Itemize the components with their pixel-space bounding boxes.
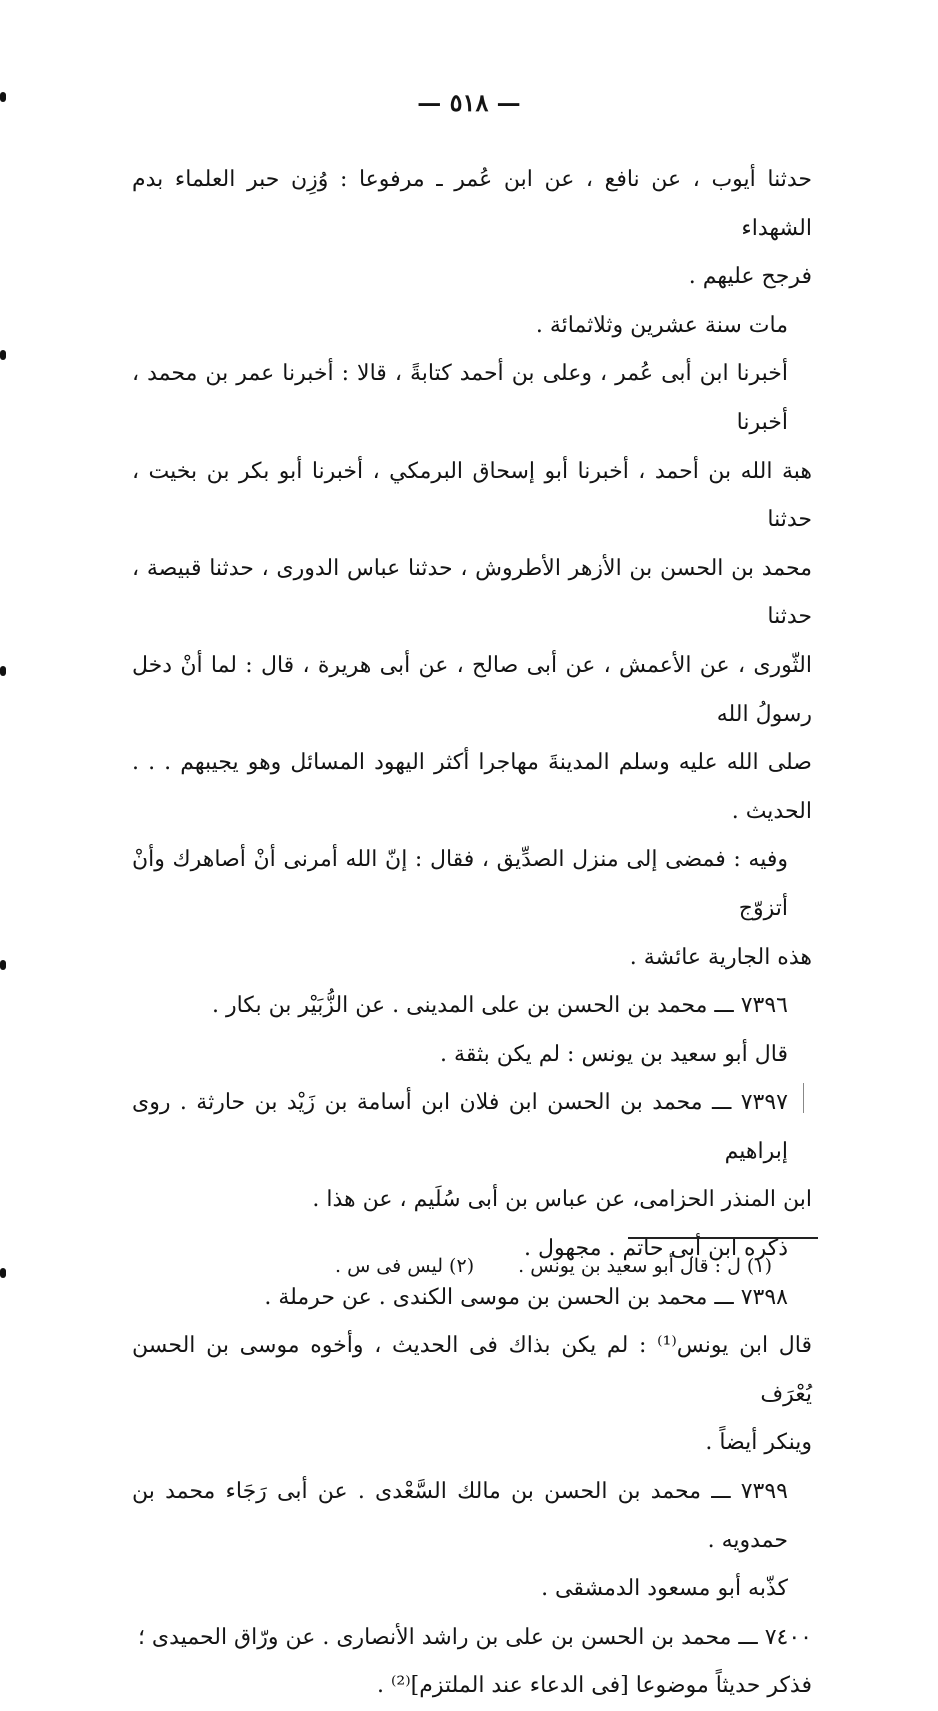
entry-7396: ٧٣٩٦ ـــ محمد بن الحسن بن على المدينى . عن الزُّبَيْر بن بكار . — [211, 993, 788, 1019]
page-number: — ٥١٨ — — [417, 88, 521, 117]
text-line: محمد بن الحسن بن الأزهر الأطروش ، حدثنا عباس الدورى ، حدثنا قبيصة ، حدثنا — [132, 555, 812, 630]
text-line: وينكر أيضاً . — [705, 1430, 812, 1456]
footnote-1: (١) ل : قال أبو سعيد بن يونس . — [518, 1255, 772, 1277]
text-line: مات سنة عشرين وثلاثمائة . — [535, 312, 788, 338]
text-line: فذكر حديثاً موضوعا [فى الدعاء عند الملتزم]⁽²⁾ . — [377, 1673, 812, 1699]
entry-7400: ٧٤٠٠ ـــ محمد بن الحسن بن على بن راشد الأنصارى . عن ورّاق الحميدى ؛ — [137, 1624, 812, 1650]
text-line: هذه الجارية عائشة . — [629, 944, 812, 970]
text-line: قال أبو سعيد بن يونس : لم يكن بثقة . — [440, 1041, 788, 1067]
scan-edge-mark — [0, 1268, 6, 1278]
scan-edge-mark — [0, 92, 6, 102]
footnotes — [172, 1252, 772, 1280]
margin-mark — [803, 1083, 804, 1113]
entry-7398: ٧٣٩٨ ـــ محمد بن الحسن بن موسى الكندى . عن حرملة . — [264, 1284, 788, 1310]
footnote-2: (٢) ليس فى س . — [335, 1255, 475, 1277]
scan-edge-mark — [0, 960, 6, 970]
text-line: وفيه : فمضى إلى منزل الصدِّيق ، فقال : إنّ الله أمرنى أنْ أصاهرك وأنْ أتزوّج — [132, 847, 788, 921]
footnote-divider — [628, 1237, 818, 1239]
text-line: صلى الله عليه وسلم المدينةَ مهاجرا أكثر اليهود المسائل وهو يجيبهم . . . الحديث . — [132, 750, 812, 824]
text-line: قال ابن يونس⁽¹⁾ : لم يكن بذاك فى الحديث ، وأخوه موسى بن الحسن يُعْرَف — [132, 1333, 812, 1407]
text-line: ابن المنذر الحزامى، عن عباس بن أبى سُلَيم ، عن هذا . — [312, 1187, 812, 1213]
text-line: هبة الله بن أحمد ، أخبرنا أبو إسحاق البرمكي ، أخبرنا أبو بكر بن بخيت ، حدثنا — [132, 458, 812, 533]
entry-7397: ٧٣٩٧ ـــ محمد بن الحسن ابن فلان ابن أسامة بن زَيْد بن حارثة . روى إبراهيم — [132, 1090, 788, 1164]
text-line: فرجح عليهم . — [688, 264, 812, 290]
text-line: حدثنا أيوب ، عن نافع ، عن ابن عُمر ـ مرفوعا : وُزِن حبر العلماء بدم الشهداء — [132, 167, 812, 241]
text-line: الثّورى ، عن الأعمش ، عن أبى صالح ، عن أبى هريرة ، قال : لما أنْ دخل رسولُ الله — [132, 652, 812, 727]
scan-edge-mark — [0, 350, 6, 360]
main-text — [132, 156, 812, 1711]
text-line: كذّبه أبو مسعود الدمشقى . — [541, 1576, 788, 1602]
text-line: ذكره ابن أبى حاتم . مجهول . — [524, 1236, 788, 1262]
scan-edge-mark — [0, 666, 6, 676]
entry-7399: ٧٣٩٩ ـــ محمد بن الحسن بن مالك السَّعْدى . عن أبى رَجَاء محمد بن حمدويه . — [132, 1479, 788, 1553]
text-line: أخبرنا ابن أبى عُمر ، وعلى بن أحمد كتابةً ، قالا : أخبرنا عمر بن محمد ، أخبرنا — [132, 361, 788, 435]
